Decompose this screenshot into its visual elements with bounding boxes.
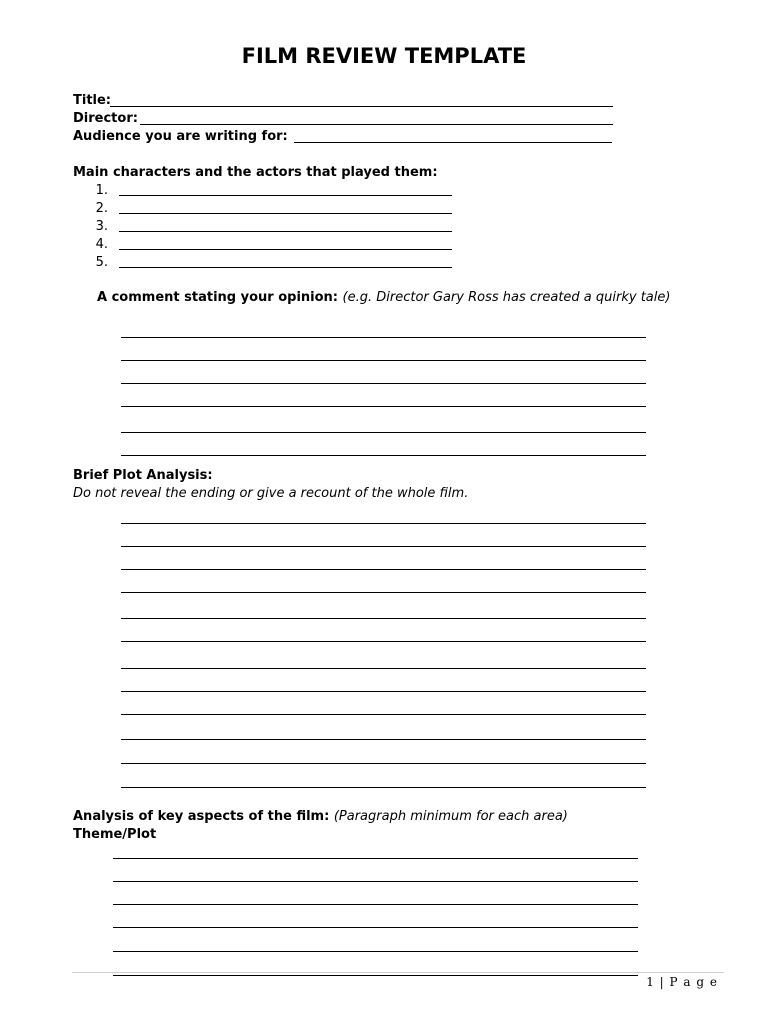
title-field-line[interactable] xyxy=(110,106,613,107)
plot-heading: Brief Plot Analysis: xyxy=(73,468,213,483)
character-number: 5. xyxy=(95,255,108,270)
opinion-label xyxy=(97,290,670,306)
plot-line[interactable] xyxy=(121,714,646,715)
opinion-line[interactable] xyxy=(121,360,646,361)
theme-line[interactable] xyxy=(113,904,638,905)
character-number: 3. xyxy=(95,219,108,234)
director-field-label: Director: xyxy=(73,111,138,126)
plot-line[interactable] xyxy=(121,546,646,547)
plot-line[interactable] xyxy=(121,668,646,669)
opinion-line[interactable] xyxy=(121,337,646,338)
character-line[interactable] xyxy=(119,231,452,232)
plot-line[interactable] xyxy=(121,763,646,764)
aspects-label xyxy=(73,809,568,825)
director-field-line[interactable] xyxy=(140,124,613,125)
plot-line[interactable] xyxy=(121,592,646,593)
audience-field-label: Audience you are writing for: xyxy=(73,129,288,144)
plot-line[interactable] xyxy=(121,569,646,570)
character-number: 1. xyxy=(95,183,108,198)
page-word: P a g e xyxy=(669,975,718,989)
opinion-line[interactable] xyxy=(121,432,646,433)
document-title: FILM REVIEW TEMPLATE xyxy=(241,44,527,68)
page-separator: | xyxy=(659,975,665,989)
opinion-line[interactable] xyxy=(121,383,646,384)
aspects-hint: (Paragraph minimum for each area) xyxy=(333,809,568,824)
page-number: 1 xyxy=(646,975,655,989)
opinion-line[interactable] xyxy=(121,406,646,407)
theme-line[interactable] xyxy=(113,975,638,976)
opinion-label-text: A comment stating your opinion: xyxy=(97,290,338,305)
plot-line[interactable] xyxy=(121,523,646,524)
theme-line[interactable] xyxy=(113,881,638,882)
aspects-label-text: Analysis of key aspects of the film: xyxy=(73,809,330,824)
opinion-hint: (e.g. Director Gary Ross has created a quirky tale) xyxy=(342,290,671,305)
theme-line[interactable] xyxy=(113,951,638,952)
character-number: 2. xyxy=(95,201,108,216)
plot-line[interactable] xyxy=(121,739,646,740)
character-line[interactable] xyxy=(119,213,452,214)
footer-rule xyxy=(72,972,724,973)
plot-line[interactable] xyxy=(121,641,646,642)
character-line[interactable] xyxy=(119,249,452,250)
page-footer xyxy=(646,975,718,989)
plot-line[interactable] xyxy=(121,618,646,619)
theme-line[interactable] xyxy=(113,858,638,859)
character-line[interactable] xyxy=(119,267,452,268)
theme-line[interactable] xyxy=(113,927,638,928)
plot-line[interactable] xyxy=(121,691,646,692)
plot-hint: Do not reveal the ending or give a recount of the whole film. xyxy=(73,486,469,501)
theme-plot-subheading: Theme/Plot xyxy=(73,827,157,842)
character-line[interactable] xyxy=(119,195,452,196)
opinion-line[interactable] xyxy=(121,455,646,456)
character-number: 4. xyxy=(95,237,108,252)
characters-heading: Main characters and the actors that played them: xyxy=(73,165,438,180)
audience-field-line[interactable] xyxy=(294,142,612,143)
title-field-label: Title: xyxy=(73,93,112,108)
plot-line[interactable] xyxy=(121,787,646,788)
